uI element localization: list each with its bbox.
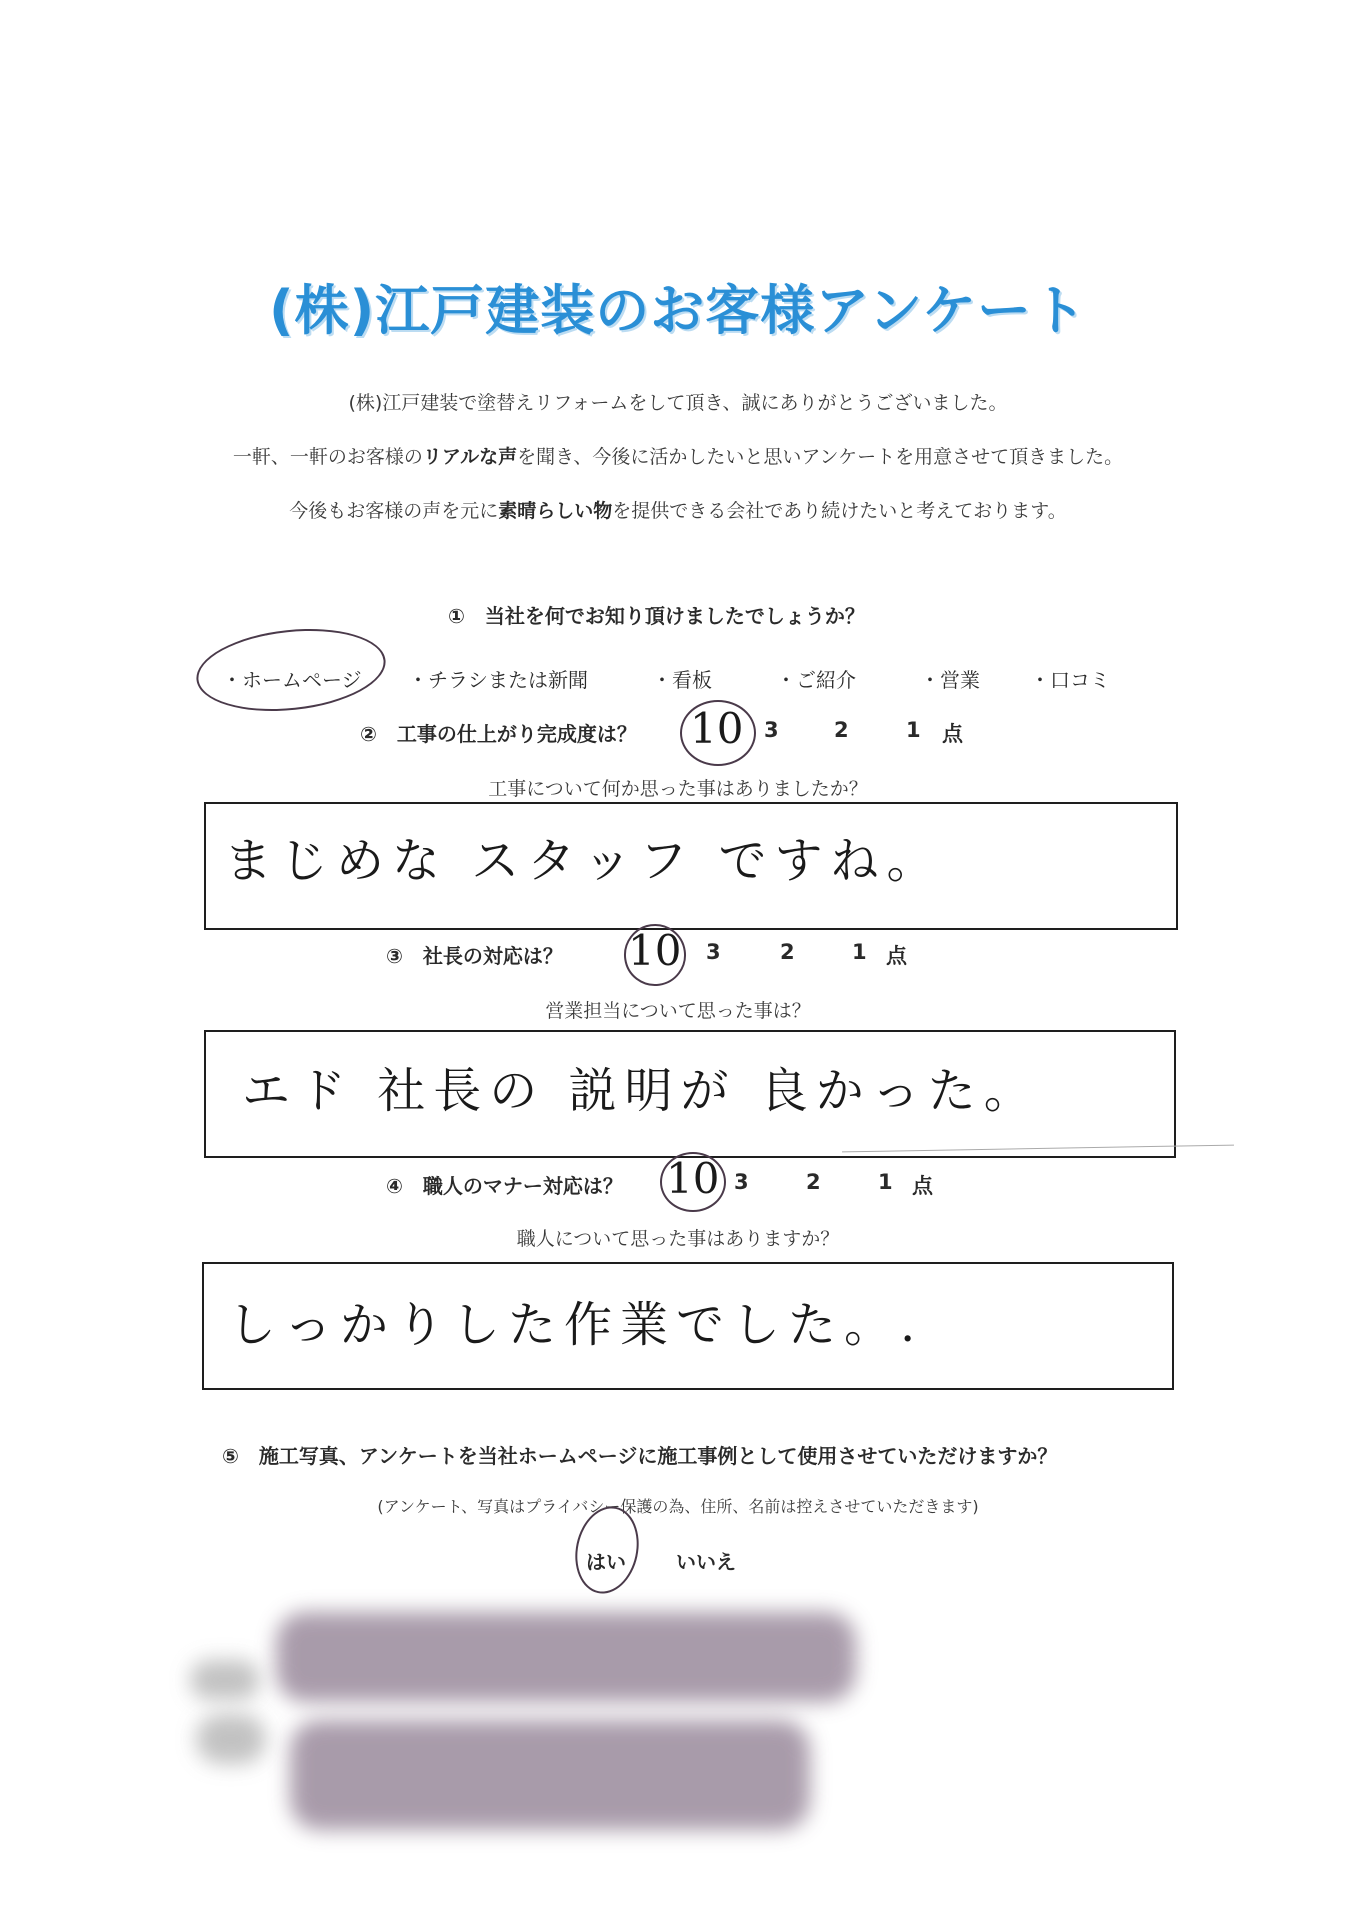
- q3-label: ③ 社長の対応は？: [386, 944, 563, 968]
- q1-label: ① 当社を何でお知り頂けましたでしょうか？: [448, 604, 865, 628]
- q3-score-3[interactable]: 3: [706, 940, 721, 964]
- redacted-name: [276, 1612, 856, 1702]
- q4-score-2[interactable]: 2: [806, 1170, 821, 1194]
- q3-score-unit: 点: [886, 944, 907, 968]
- q4-score-1[interactable]: 1: [878, 1170, 893, 1194]
- q2-score-3[interactable]: 3: [764, 718, 779, 742]
- q1-option-referral[interactable]: ・ご紹介: [776, 668, 856, 692]
- q4-score-3[interactable]: 3: [734, 1170, 749, 1194]
- redacted-label: [190, 1660, 260, 1700]
- q2-answer-text: まじめな スタッフ ですね。: [224, 833, 943, 889]
- q2-score-2[interactable]: 2: [834, 718, 849, 742]
- q2-label: ② 工事の仕上がり完成度は？: [360, 722, 637, 746]
- q1-option-sales[interactable]: ・営業: [920, 668, 980, 692]
- q1-option-signboard[interactable]: ・看板: [652, 668, 712, 692]
- q2-score-1[interactable]: 1: [906, 718, 921, 742]
- q4-answer-box[interactable]: [202, 1262, 1174, 1390]
- q3-sub-question: 営業担当について思った事は？: [545, 1000, 811, 1022]
- survey-title: (株)江戸建装のお客様アンケート: [268, 279, 1088, 342]
- q5-label: ⑤ 施工写真、アンケートを当社ホームページに施工事例として使用させていただけますか？: [222, 1444, 1058, 1468]
- q4-score-unit: 点: [912, 1174, 933, 1198]
- intro-line-1: (株)江戸建装で塗替えリフォームをして頂き、誠にありがとうございました。: [348, 392, 1008, 414]
- q3-answer-box[interactable]: [204, 1030, 1176, 1158]
- q4-score-selected[interactable]: 10: [666, 1154, 720, 1203]
- q1-option-flyer[interactable]: ・チラシまたは新聞: [408, 668, 588, 692]
- q4-label: ④ 職人のマナー対応は？: [386, 1174, 623, 1198]
- q1-option-word-of-mouth[interactable]: ・口コミ: [1030, 668, 1110, 692]
- intro-line-3: 今後もお客様の声を元に素晴らしい物を提供できる会社であり続けたいと考えております。: [289, 500, 1067, 522]
- q2-score-unit: 点: [942, 722, 963, 746]
- intro-line-2: 一軒、一軒のお客様のリアルな声を聞き、今後に活かしたいと思いアンケートを用意させて頂きました。: [232, 446, 1124, 468]
- q4-sub-question: 職人について思った事はありますか？: [516, 1228, 840, 1250]
- q5-privacy-note: (アンケート、写真はプライバシー保護の為、住所、名前は控えさせていただきます): [377, 1497, 979, 1516]
- q4-answer-text: しっかりした作業でした。.: [228, 1297, 924, 1353]
- q3-score-selected[interactable]: 10: [628, 926, 682, 975]
- q5-yes-option[interactable]: はい: [586, 1550, 626, 1574]
- redacted-label: [196, 1714, 266, 1764]
- redacted-address: [290, 1720, 810, 1830]
- q3-answer-text: エド 社長の 説明が 良かった。: [242, 1063, 1040, 1119]
- q1-option-homepage[interactable]: ・ホームページ: [222, 668, 362, 692]
- q3-score-1[interactable]: 1: [852, 940, 867, 964]
- q3-score-2[interactable]: 2: [780, 940, 795, 964]
- q2-answer-box[interactable]: [204, 802, 1178, 930]
- q5-no-option[interactable]: いいえ: [676, 1550, 736, 1574]
- q2-sub-question: 工事について何か思った事はありましたか？: [488, 778, 868, 800]
- q2-score-selected[interactable]: 10: [690, 704, 744, 753]
